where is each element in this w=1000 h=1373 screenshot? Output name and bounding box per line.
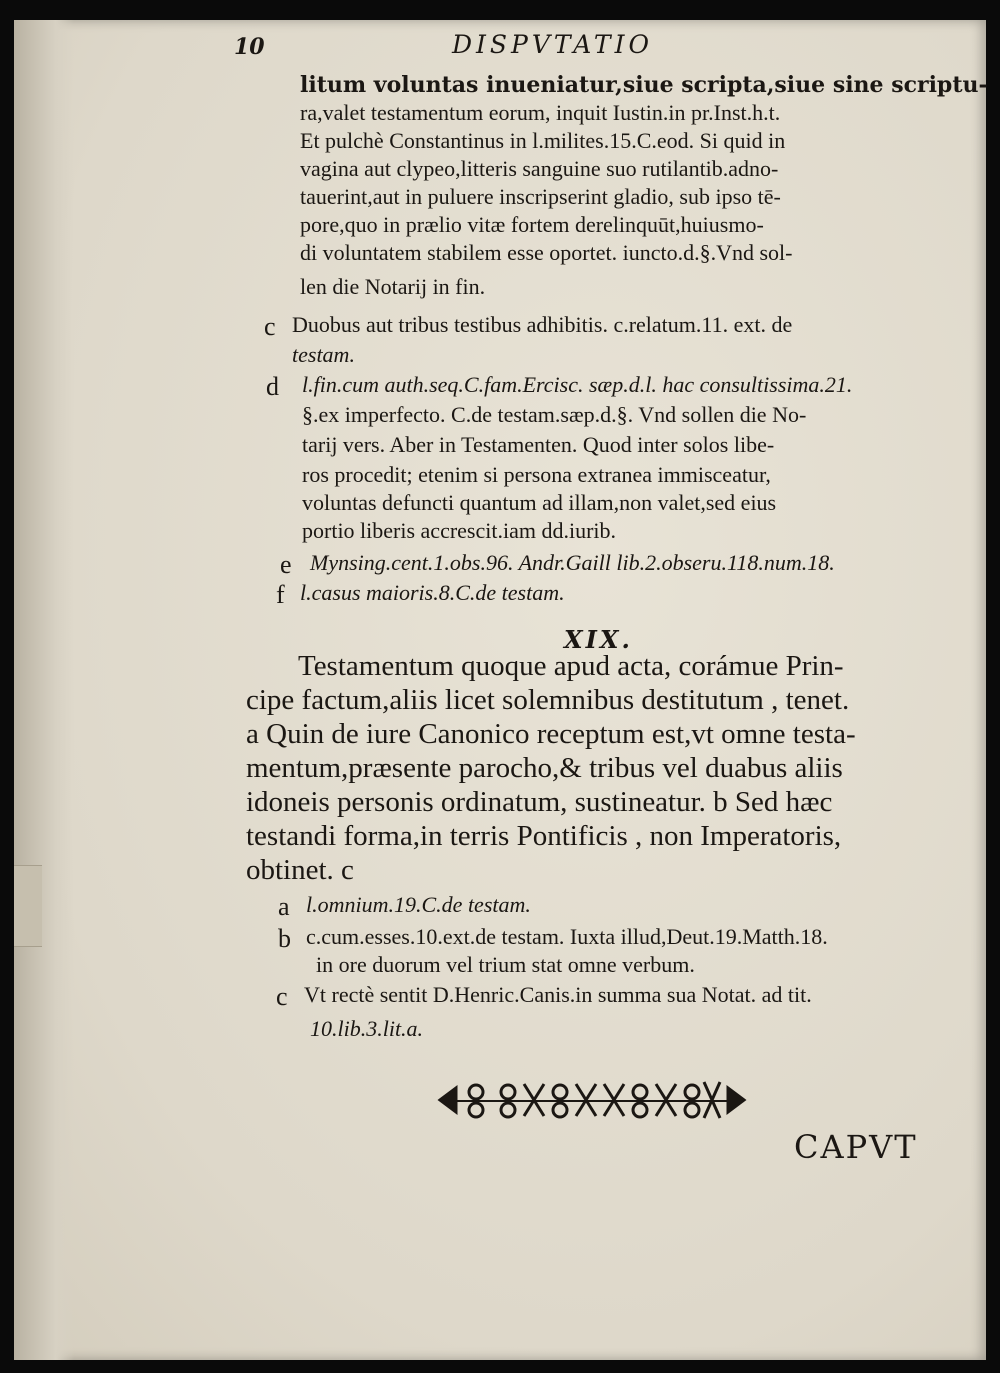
footnote-line: l.casus maioris.8.C.de testam. [300, 580, 565, 605]
footnote-line: in ore duorum vel trium stat omne verbum. [316, 952, 695, 977]
footnote-mark: f [276, 580, 285, 609]
footnote-line: §.ex imperfecto. C.de testam.sæp.d.§. Vnd sollen die No- [302, 402, 807, 427]
text-line: Testamentum quoque apud acta, corámue Prin- [298, 650, 844, 682]
footnote-line: Vt rectè sentit D.Henric.Canis.in summa sua Notat. ad tit. [304, 982, 812, 1007]
footnote-line: Duobus aut tribus testibus adhibitis. c.relatum.11. ext. de [292, 312, 793, 337]
footnote-line: ros procedit; etenim si persona extranea immisceatur, [302, 462, 771, 487]
footnote-mark: e [280, 550, 292, 579]
running-title: DISPVTATIO [452, 30, 653, 59]
ornament-end-right [728, 1088, 744, 1112]
text-line: len die Notarij in fin. [300, 274, 486, 299]
text-line: ra,valet testamentum eorum, inquit Iustin.in pr.Inst.h.t. [300, 100, 781, 125]
paper-tab [14, 865, 42, 947]
book-page [14, 20, 986, 1360]
text-line: Et pulchè Constantinus in l.milites.15.C.eod. Si quid in [300, 128, 786, 153]
text-line: litum voluntas inueniatur,siue scripta,siue sine scriptu- [300, 72, 988, 98]
text-line: vagina aut clypeo,litteris sanguine suo rutilantib.adno- [300, 156, 779, 181]
section-heading: XIX. [564, 625, 633, 654]
page-gutter-shadow [14, 20, 74, 1360]
footnote-line: l.fin.cum auth.seq.C.fam.Ercisc. sæp.d.l. hac consultissima.21. [302, 372, 853, 397]
footnote-mark: d [266, 372, 279, 401]
footnote-mark: c [264, 312, 276, 341]
text-line: di voluntatem stabilem esse oportet. iuncto.d.§.Vnd sol- [300, 240, 793, 265]
text-line: a Quin de iure Canonico receptum est,vt omne testa- [246, 718, 856, 750]
catchword: CAPVT [794, 1128, 918, 1166]
footnote-line: c.cum.esses.10.ext.de testam. Iuxta illud,Deut.19.Matth.18. [306, 924, 828, 949]
footnote-line: testam. [292, 342, 355, 367]
footnote-mark: c [276, 982, 288, 1011]
footnote-line: portio liberis accrescit.iam dd.iurib. [302, 518, 617, 543]
footnote-mark: b [278, 924, 291, 953]
text-line: mentum,præsente parocho,& tribus vel duabus aliis [246, 752, 843, 784]
text-line: pore,quo in prælio vitæ fortem derelinquūt,huiusmo- [300, 212, 764, 237]
footnote-line: 10.lib.3.lit.a. [310, 1016, 424, 1041]
ornament-end-left [440, 1088, 456, 1112]
text-line: testandi forma,in terris Pontificis , non Imperatoris, [246, 820, 842, 852]
footnote-line: tarij vers. Aber in Testamenten. Quod inter solos libe- [302, 432, 775, 457]
footnote-line: Mynsing.cent.1.obs.96. Andr.Gaill lib.2.obseru.118.num.18. [310, 550, 835, 575]
text-line: cipe factum,aliis licet solemnibus destitutum , tenet. [246, 684, 850, 716]
text-line: obtinet. c [246, 854, 354, 886]
page-number: 10 [234, 34, 265, 60]
text-line: tauerint,aut in puluere inscripserint gladio, sub ipso tē- [300, 184, 781, 209]
footnote-mark: a [278, 892, 290, 921]
ornament-band [432, 1070, 752, 1130]
footnote-line: voluntas defuncti quantum ad illam,non valet,sed eius [302, 490, 777, 515]
text-line: idoneis personis ordinatum, sustineatur. b Sed hæc [246, 786, 833, 818]
footnote-line: l.omnium.19.C.de testam. [306, 892, 531, 917]
